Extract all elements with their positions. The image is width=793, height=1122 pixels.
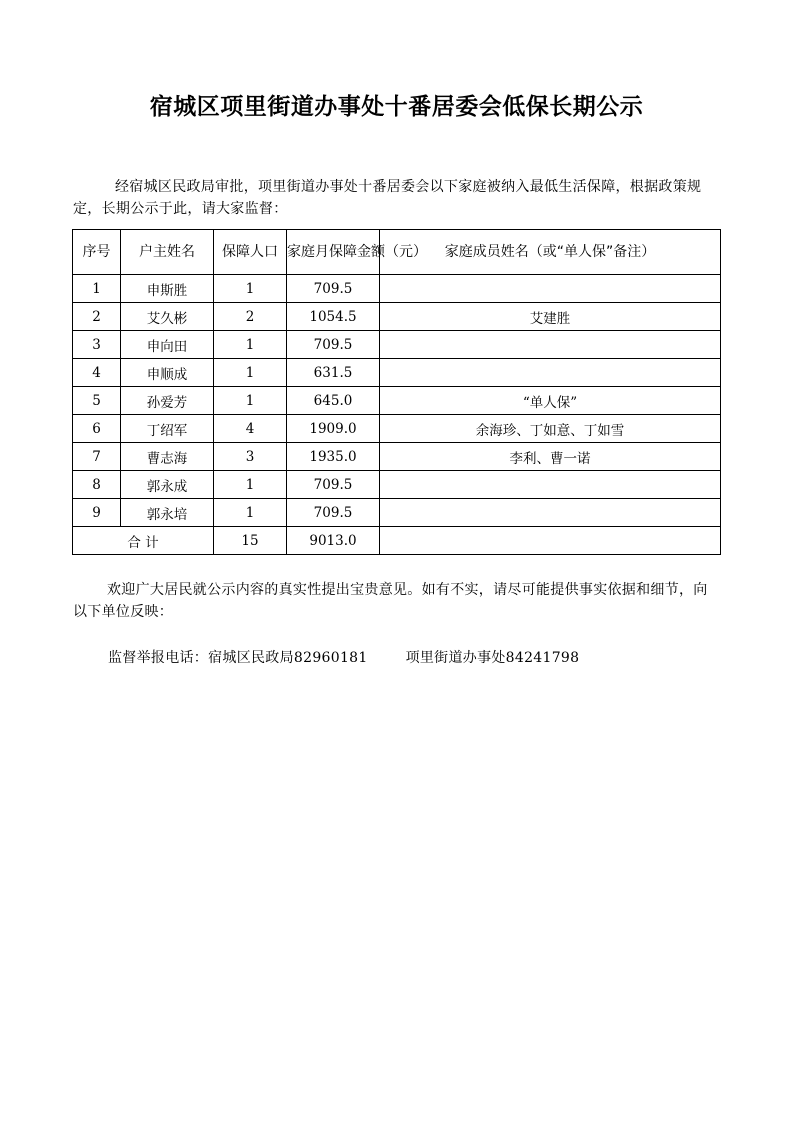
cell-members: “单人保”	[380, 387, 721, 415]
cell-head-name: 艾久彬	[121, 303, 214, 331]
total-amount: 9013.0	[287, 527, 380, 555]
cell-head-name: 郭永培	[121, 499, 214, 527]
table-row	[73, 499, 721, 527]
cell-amount: 631.5	[287, 359, 380, 387]
table-row	[73, 303, 721, 331]
cell-amount: 709.5	[287, 499, 380, 527]
cell-seq: 5	[73, 387, 121, 415]
cell-head-name: 郭永成	[121, 471, 214, 499]
cell-members	[380, 331, 721, 359]
cell-population: 1	[214, 471, 287, 499]
total-row	[73, 527, 721, 555]
cell-seq: 1	[73, 275, 121, 303]
cell-amount: 709.5	[287, 471, 380, 499]
table-row	[73, 275, 721, 303]
table-row	[73, 359, 721, 387]
header-head-name: 户主姓名	[121, 230, 214, 275]
cell-members: 李利、曹一诺	[380, 443, 721, 471]
hotline-bureau: 宿城区民政局82960181	[208, 650, 368, 666]
cell-population: 1	[214, 387, 287, 415]
cell-head-name: 丁绍军	[121, 415, 214, 443]
header-members: 家庭成员姓名（或“单人保”备注）	[380, 230, 721, 275]
cell-seq: 7	[73, 443, 121, 471]
cell-population: 1	[214, 331, 287, 359]
hotline-office: 项里街道办事处84241798	[405, 650, 580, 666]
table-row	[73, 387, 721, 415]
table-row	[73, 331, 721, 359]
cell-head-name: 申斯胜	[121, 275, 214, 303]
hotline-line	[108, 647, 579, 667]
cell-members	[380, 275, 721, 303]
cell-members: 余海珍、丁如意、丁如雪	[380, 415, 721, 443]
cell-members	[380, 359, 721, 387]
intro-paragraph: 经宿城区民政局审批，项里街道办事处十番居委会以下家庭被纳入最低生活保障，根据政策规定，长期公示于此，请大家监督：	[73, 179, 702, 217]
cell-head-name: 申顺成	[121, 359, 214, 387]
cell-population: 3	[214, 443, 287, 471]
cell-amount: 709.5	[287, 331, 380, 359]
cell-members	[380, 499, 721, 527]
cell-population: 1	[214, 499, 287, 527]
cell-head-name: 申向田	[121, 331, 214, 359]
recipient-table	[72, 229, 721, 555]
table-row	[73, 443, 721, 471]
cell-population: 1	[214, 275, 287, 303]
cell-amount: 709.5	[287, 275, 380, 303]
cell-amount: 645.0	[287, 387, 380, 415]
cell-seq: 3	[73, 331, 121, 359]
cell-seq: 8	[73, 471, 121, 499]
cell-members	[380, 471, 721, 499]
hotline-label: 监督举报电话：	[108, 650, 209, 666]
cell-members: 艾建胜	[380, 303, 721, 331]
table-header-row	[73, 230, 721, 275]
cell-head-name: 孙爱芳	[121, 387, 214, 415]
table-row	[73, 415, 721, 443]
table-row	[73, 471, 721, 499]
cell-population: 1	[214, 359, 287, 387]
header-seq: 序号	[73, 230, 121, 275]
cell-seq: 9	[73, 499, 121, 527]
feedback-paragraph: 欢迎广大居民就公示内容的真实性提出宝贵意见。如有不实，请尽可能提供事实依据和细节，向以下单位反映：	[73, 582, 708, 620]
header-population: 保障人口	[214, 230, 287, 275]
header-amount: 家庭月保障金额（元）	[287, 230, 380, 275]
cell-population: 2	[214, 303, 287, 331]
cell-seq: 4	[73, 359, 121, 387]
total-label: 合 计	[73, 527, 214, 555]
total-population: 15	[214, 527, 287, 555]
cell-head-name: 曹志海	[121, 443, 214, 471]
cell-amount: 1054.5	[287, 303, 380, 331]
page-title: 宿城区项里街道办事处十番居委会低保长期公示	[149, 94, 644, 120]
cell-amount: 1909.0	[287, 415, 380, 443]
total-members	[380, 527, 721, 555]
cell-population: 4	[214, 415, 287, 443]
cell-amount: 1935.0	[287, 443, 380, 471]
cell-seq: 2	[73, 303, 121, 331]
cell-seq: 6	[73, 415, 121, 443]
